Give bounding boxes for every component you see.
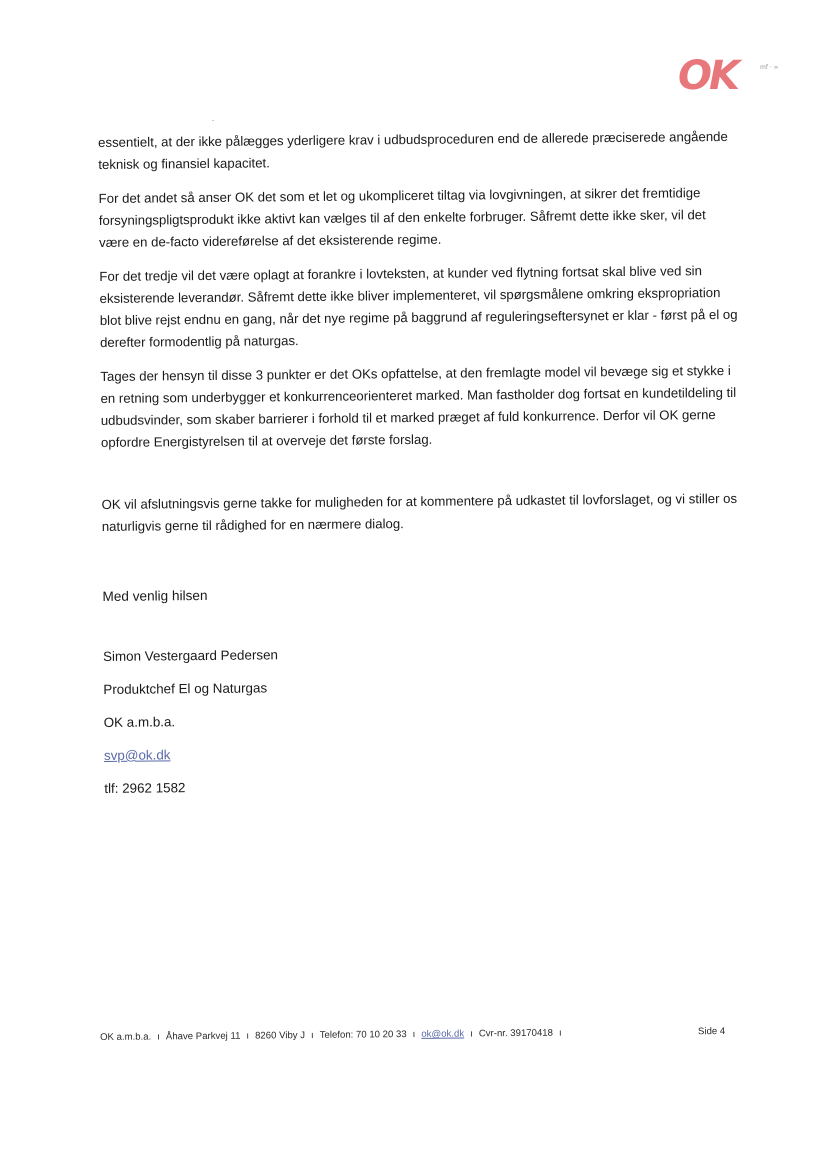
letter-body — [98, 126, 744, 811]
signature-title: Produktchef El og Naturgas — [103, 680, 268, 697]
scan-speck — [212, 120, 214, 121]
footer-cvr: Cvr-nr. 39170418 — [478, 1027, 553, 1040]
paragraph-conclusion: Tages der hensyn til disse 3 punkter er det OKs opfattelse, at den fremlagte model vil bevæge sig et stykke i en retning som underbygger et konkurrenceorienteret marked. Man fastholder dog fortsat en kundetildeling til udbudsvinder, som skaber barrierer i forhold til et marked præget af fuld konkurrence. Derfor vil OK gerne opfordre Energistyrelsen til at overveje det første forslag. — [100, 362, 737, 450]
footer-separator: ı — [310, 1029, 314, 1041]
signature-company: OK a.m.b.a. — [103, 714, 176, 730]
signature-phone: tlf: 2962 1582 — [104, 780, 186, 796]
logo-text: OK — [678, 53, 737, 99]
footer-separator: ı — [412, 1028, 416, 1040]
footer-separator: ı — [470, 1028, 473, 1040]
footer-separator: ı — [558, 1027, 562, 1039]
ok-logo — [678, 53, 788, 99]
page-footer — [100, 1026, 740, 1043]
paragraph-capacity: essentielt, at der ikke pålægges yderligere krav i udbudsproceduren end de allerede præciserede angående teknisk og finansiel kapacitet. — [98, 128, 728, 172]
closing-greeting: Med venlig hilsen — [102, 587, 208, 604]
footer-address: Åhave Parkvej 11 — [165, 1030, 241, 1043]
page-number: Side 4 — [697, 1025, 726, 1038]
footer-city: 8260 Viby J — [255, 1030, 306, 1042]
footer-email-link[interactable]: ok@ok.dk — [421, 1028, 465, 1040]
footer-separator: ı — [157, 1031, 160, 1043]
signature-block — [103, 640, 744, 800]
footer-company: OK a.m.b.a. — [100, 1031, 152, 1043]
signature-email-link[interactable]: svp@ok.dk — [103, 747, 171, 763]
paragraph-thanks: OK vil afslutningsvis gerne takke for muligheden for at kommentere på udkastet til lovforslaget, og vi stiller os naturligvis gerne til rådighed for en nærmere dialog. — [101, 490, 738, 534]
footer-separator: ı — [246, 1030, 250, 1042]
paragraph-third-point: For det tredje vil det være oplagt at forankre i lovteksten, at kunder ved flytning fortsat skal blive ved sin eksisterende leverandør. Såfremt dette ikke bliver implementeret, vil spørgsmålene omkring ekspropriation blot blive rejst endnu en gang, når det nye regime på baggrund af reguleringseftersynet er klar - først på el og derefter formodentlig på naturgas. — [99, 263, 738, 350]
logo-small-text: mf · ∞ — [760, 64, 779, 71]
footer-phone: Telefon: 70 10 20 33 — [319, 1029, 407, 1041]
signature-name: Simon Vestergaard Pedersen — [102, 647, 279, 664]
paragraph-second-point: For det andet så anser OK det som et let og ukompliceret tiltag via lovgivningen, at sikrer det fremtidige forsyningspligtsprodukt ikke aktivt kan vælges til af den enkelte forbruger. Såfremt dette ikke sker, vil det være en de-facto videreførelse af det eksisterende regime. — [98, 185, 706, 250]
